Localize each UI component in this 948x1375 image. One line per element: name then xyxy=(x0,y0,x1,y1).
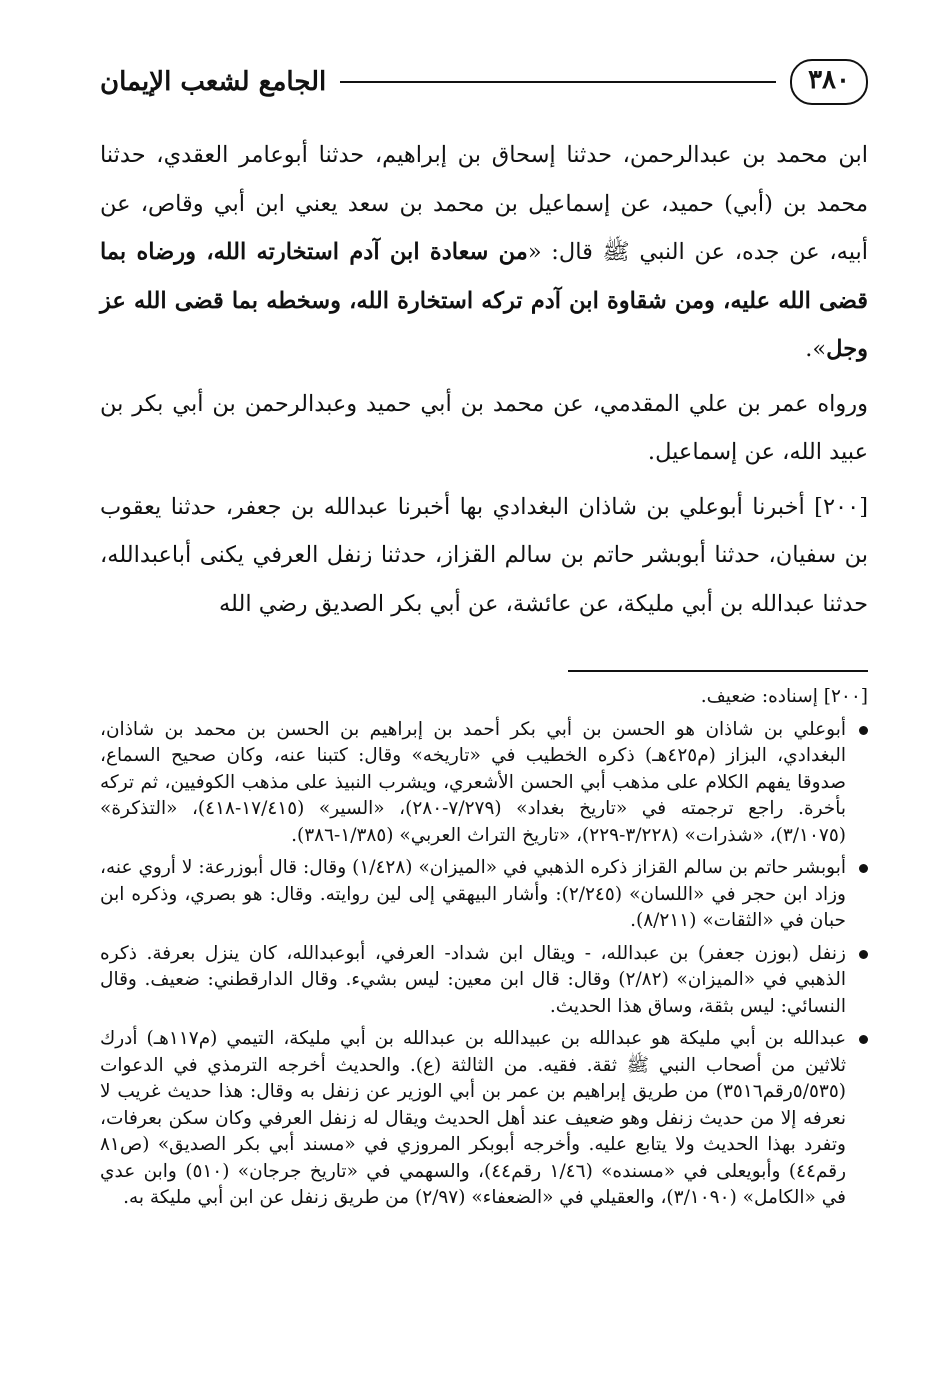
hadith-text: من سعادة ابن آدم استخارته الله، ورضاه بما قضى الله عليه، ومن شقاوة ابن آدم تركه استخارة الله، وسخطه بما قضى الله عز وجل xyxy=(100,239,868,362)
page-header xyxy=(100,55,868,109)
footnote-item xyxy=(100,941,868,1021)
running-title: الجامع لشعب الإيمان xyxy=(100,67,327,97)
footnote-text: أبوعلي بن شاذان هو الحسن بن أبي بكر أحمد بن إبراهيم بن الحسن بن محمد بن شاذان، البغدادي، البزاز (م٤٢٥هـ) ذكره الخطيب في «تاريخه» وقال: كتبنا عنه، وكان صحيح السماع، صدوقا يفهم الكلام على مذهب أبي الحسن الأشعري، ويشرب النبيذ على مذهب الكوفيين، ثم تركه بأخرة. راجع ترجمته في «تاريخ بغداد» (٧/٢٧٩-٢٨٠)، «السير» (١٧/٤١٥-٤١٨)، «التذكرة» (٣/١٠٧٥)، «شذرات» (٣/٢٢٨-٢٢٩)، «تاريخ التراث العربي» (١/٣٨٥-٣٨٦). xyxy=(100,718,847,846)
footnote-item xyxy=(100,1026,868,1212)
bullet-icon xyxy=(859,950,868,959)
paragraph-1 xyxy=(100,131,868,374)
footnote-heading: [٢٠٠] إسناده: ضعيف. xyxy=(700,686,868,707)
footnote-list xyxy=(100,717,868,1212)
footnote-text: زنفل (بوزن جعفر) بن عبدالله، - ويقال ابن شداد- العرفي، أبوعبدالله، كان ينزل بعرفة. ذكره الذهبي في «الميزان» (٢/٨٢) وقال: قال ابن معين: ليس بشيء. وقال الدارقطني: ضعيف. وقال النسائي: ليس بثقة، وساق هذا الحديث. xyxy=(100,942,846,1017)
main-text xyxy=(100,131,868,628)
footnote-item xyxy=(100,855,868,935)
bullet-icon xyxy=(859,864,868,873)
paragraph-1-intro: ابن محمد بن عبدالرحمن، حدثنا إسحاق بن إبراهيم، حدثنا أبوعامر العقدي، حدثنا محمد بن (أبي) حميد، عن إسماعيل بن محمد بن سعد يعني ابن أبي وقاص، عن أبيه، عن جده، عن النبي ﷺ قال: « xyxy=(100,142,868,265)
paragraph-2: ورواه عمر بن علي المقدمي، عن محمد بن أبي حميد وعبدالرحمن بن أبي بكر بن عبيد الله، عن إسماعيل. xyxy=(100,390,868,465)
footnote-separator xyxy=(568,670,868,672)
paragraph-3: [٢٠٠] أخبرنا أبوعلي بن شاذان البغدادي بها أخبرنا عبدالله بن جعفر، حدثنا يعقوب بن سفيان، حدثنا أبوبشر حاتم بن سالم القزاز، حدثنا زنفل العرفي يكنى أباعبدالله، حدثنا عبدالله بن أبي مليكة، عن عائشة، عن أبي بكر الصديق رضي الله xyxy=(100,493,868,617)
footnote-text: عبدالله بن أبي مليكة هو عبدالله بن عبيدالله بن عبدالله بن أبي مليكة، التيمي (م١١٧هـ) أدرك ثلاثين من أصحاب النبي ﷺ ثقة. فقيه. من الثالثة (ع). والحديث أخرجه الترمذي في الدعوات (٥/٥٣٥رقم٣٥١٦) من طريق إبراهيم بن عمر بن أبي الوزير عن زنفل به وقال: هذا حديث غريب لا نعرفه إلا من حديث زنفل وهو ضعيف عند أهل الحديث ويقال له زنفل العرفي وكان سكن بعرفات، وتفرد بهذا الحديث ولا يتابع عليه. وأخرجه أبوبكر المروزي في «مسند أبي بكر الصديق» (ص٨١ رقم٤٤) وأبويعلى في «مسنده» (١/٤٦ رقم٤٤)، والسهمي في «تاريخ جرجان» (٥١٠) وابن عدي في «الكامل» (٣/١٠٩٠)، والعقيلي في «الضعفاء» (٢/٩٧) من طريق زنفل عن ابن أبي مليكة به. xyxy=(100,1028,847,1208)
footnote-text: أبوبشر حاتم بن سالم القزاز ذكره الذهبي في «الميزان» (١/٤٢٨) وقال: قال أبوزرعة: لا أروي عنه، وزاد ابن حجر في «اللسان» (٢/٢٤٥): وأشار البيهقي إلى لين روايته. وقال: هو بصري، وذكره ابن حبان في «الثقات» (٨/٢١١). xyxy=(100,857,847,931)
footnotes xyxy=(100,684,868,1212)
bullet-icon xyxy=(859,726,868,735)
paragraph-1-close: ». xyxy=(805,336,827,362)
page-number: ٣٨٠ xyxy=(790,59,868,105)
bullet-icon xyxy=(859,1035,868,1044)
footnote-item xyxy=(100,717,868,850)
header-rule xyxy=(340,81,776,84)
